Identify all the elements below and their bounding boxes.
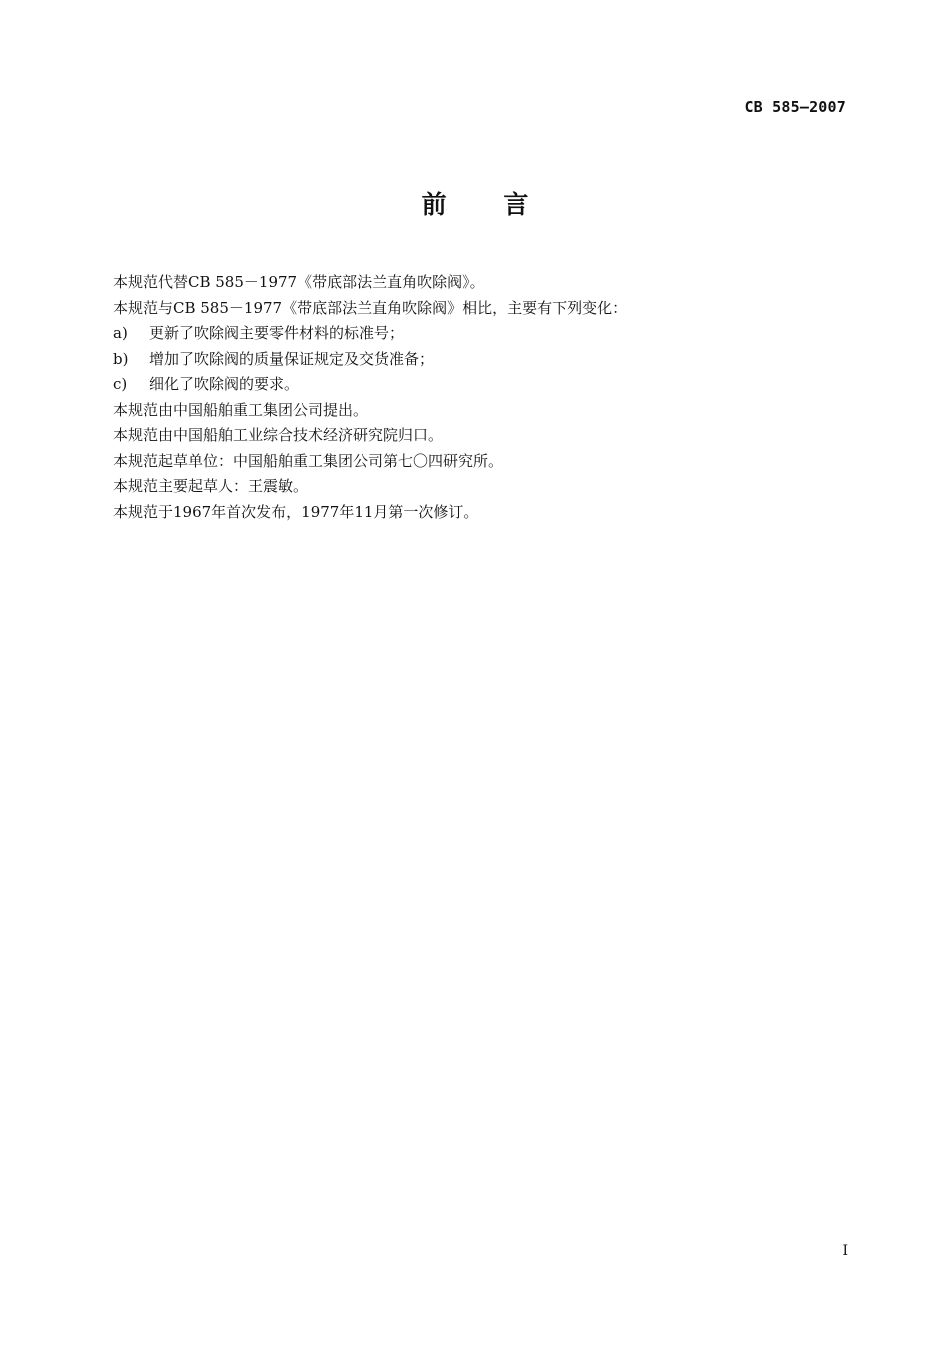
list-item-change-c (113, 372, 833, 398)
list-marker: a) (113, 324, 128, 342)
list-item-text: 更新了吹除阀主要零件材料的标准号； (149, 324, 405, 342)
foreword-body (113, 270, 833, 525)
paragraph-centralized: 本规范由中国船舶工业综合技术经济研究院归口。 (113, 426, 444, 444)
paragraph-drafter: 本规范主要起草人：王震敏。 (113, 477, 309, 495)
page-title: 前 言 (421, 190, 553, 219)
standard-code: CB 585—2007 (744, 98, 846, 116)
list-item-change-b (113, 347, 833, 373)
paragraph-changes-intro: 本规范与CB 585－1977《带底部法兰直角吹除阀》相比，主要有下列变化： (113, 298, 628, 317)
paragraph-proposer: 本规范由中国船舶重工集团公司提出。 (113, 400, 369, 419)
paragraph-replaces: 本规范代替CB 585－1977《带底部法兰直角吹除阀》。 (113, 273, 485, 291)
page-number: I (842, 1243, 848, 1259)
list-marker: b) (113, 349, 129, 368)
list-item-change-a (113, 321, 833, 347)
list-item-text: 细化了吹除阀的要求。 (149, 375, 300, 393)
list-marker: c) (113, 375, 128, 393)
paragraph-drafting-unit: 本规范起草单位：中国船舶重工集团公司第七〇四研究所。 (113, 451, 504, 470)
paragraph-history: 本规范于1967年首次发布，1977年11月第一次修订。 (113, 502, 479, 521)
list-item-text: 增加了吹除阀的质量保证规定及交货准备； (149, 349, 435, 368)
